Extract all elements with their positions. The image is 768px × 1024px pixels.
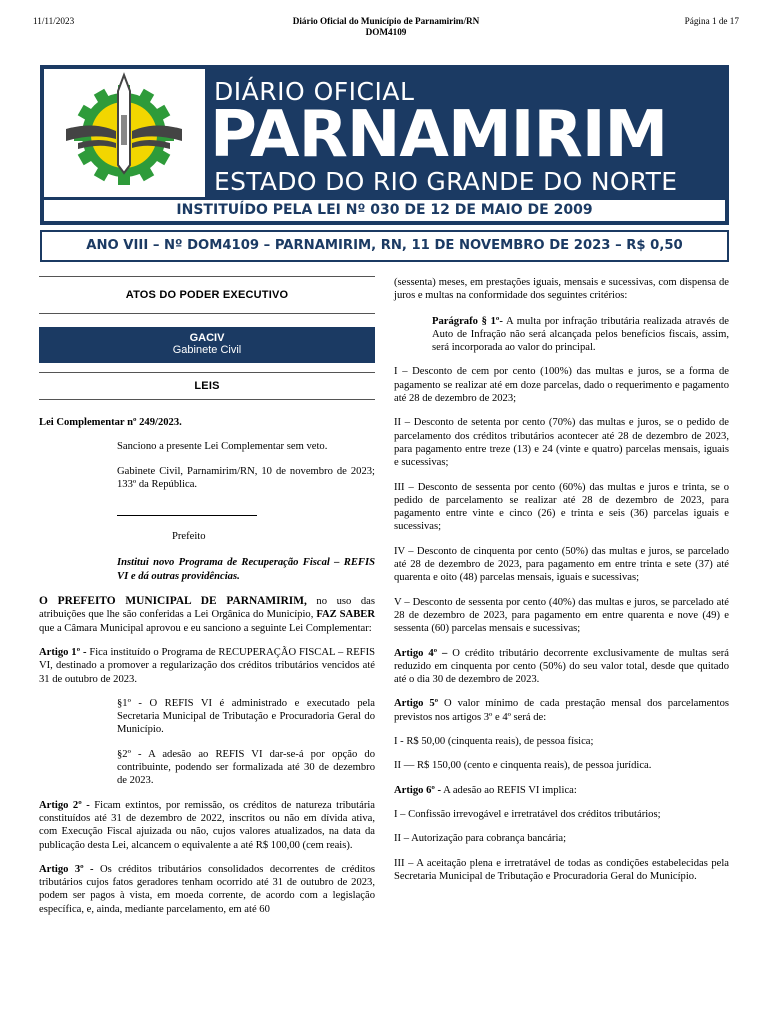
artigo-3-label: Artigo 3º - bbox=[39, 863, 94, 875]
artigo-5 bbox=[394, 697, 729, 724]
preamble-paragraph bbox=[39, 595, 375, 635]
artigo-5-label: Artigo 5º bbox=[394, 698, 439, 710]
gaciv-banner bbox=[39, 327, 375, 363]
header-date: 11/11/2023 bbox=[33, 16, 75, 26]
artigo-5-inciso-2: II — R$ 150,00 (cento e cinquenta reais), de pessoa jurídica. bbox=[394, 760, 652, 772]
masthead-subtitle-top: DIÁRIO OFICIAL bbox=[214, 77, 415, 106]
header-title-line2: DOM4109 bbox=[365, 27, 407, 37]
inciso-5: V – Desconto de sessenta por cento (40%) das multas e juros, se parcelado até 28 de dezembro de 2023, para pagamento em entre quarenta e nove (49) e sessenta (60) parcelas mensais e sucessivas; bbox=[394, 596, 729, 635]
artigo-6 bbox=[394, 784, 729, 797]
parnamirim-emblem-icon bbox=[44, 69, 205, 197]
artigo-6-inciso-3: III – A aceitação plena e irretratável de todas as condições estabelecidas pela Secretaria Municipal de Tributação e Procuradoria Geral do Município. bbox=[394, 857, 729, 882]
gaciv-title: GACIV bbox=[189, 332, 225, 344]
artigo-6-text: A adesão ao REFIS VI implica: bbox=[441, 784, 577, 796]
artigo-6-inciso-2: II – Autorização para cobrança bancária; bbox=[394, 833, 567, 845]
artigo-2-text: Ficam extintos, por remissão, os créditos de natureza tributária constituídos até 31 de dezembro de 2022, inscritos ou não em dívida ativa, com Execução Fiscal ajuizada ou não, cujos valores atualizados, na data da publicação desta Lei, alcancem o equivalente a até R$ 100,00 (cem reais). bbox=[39, 799, 375, 851]
paragrafo-1: §1º - O REFIS VI é administrado e executado pela Secretaria Municipal de Tributação e Procuradoria Geral do Município. bbox=[117, 697, 375, 736]
ementa-text: Institui novo Programa de Recuperação Fiscal – REFIS VI e dá outras providências. bbox=[117, 557, 375, 582]
paragrafo-label: Parágrafo § 1º- bbox=[432, 315, 503, 327]
preamble-bold: O PREFEITO MUNICIPAL DE PARNAMIRIM, bbox=[39, 595, 307, 608]
header-page-number: Página 1 de 17 bbox=[684, 16, 739, 26]
leis-heading: LEIS bbox=[39, 372, 375, 400]
preamble-text: no uso das atribuições que lhe são conferidas a Lei Orgânica do Município, bbox=[39, 596, 375, 621]
sanciono-text: Sanciono a presente Lei Complementar sem veto. bbox=[117, 441, 328, 453]
paragrafo-unico bbox=[432, 315, 729, 355]
prefeito-label: Prefeito bbox=[172, 531, 206, 543]
inciso-1: I – Desconto de cem por cento (100%) das multas e juros, se a forma de pagamento se realizar até em doze parcelas, dado o requerimento e pagamento até 28 de dezembro de 2023; bbox=[394, 366, 729, 405]
artigo-3-continued: (sessenta) meses, em prestações iguais, mensais e sucessivas, com dispensa de juros e multas na conformidade dos seguintes critérios: bbox=[394, 277, 729, 302]
masthead-state: ESTADO DO RIO GRANDE DO NORTE bbox=[214, 167, 678, 196]
artigo-1-text: Fica instituído o Programa de RECUPERAÇÃO FISCAL – REFIS VI, destinado a promover a regularização dos créditos tributários vencidos até 31 de outubro de 2023. bbox=[39, 646, 375, 685]
header-title bbox=[33, 16, 739, 38]
artigo-4-label: Artigo 4º – bbox=[394, 647, 448, 659]
inciso-3: III – Desconto de sessenta por cento (60%) das multas e juros e trinta, se o pedido de parcelamento se realizar até 28 de dezembro de 2023, para pagamento entre vinte e cinco (26) e trinta e seis (36) parcelas iguais e sucessivas; bbox=[394, 481, 729, 533]
right-column bbox=[394, 276, 729, 883]
paragrafo-text: A multa por infração tributária realizada através de Auto de Infração não será alcançada pelos benefícios fiscais, assim, será incorporada ao valor do principal. bbox=[432, 315, 729, 354]
logo-box bbox=[44, 69, 205, 197]
lei-title: Lei Complementar nº 249/2023. bbox=[39, 417, 182, 428]
section-heading: ATOS DO PODER EXECUTIVO bbox=[39, 276, 375, 314]
masthead-band: INSTITUÍDO PELA LEI Nº 030 DE 12 DE MAIO DE 2009 bbox=[44, 200, 725, 221]
artigo-3-text: Os créditos tributários consolidados decorrentes de créditos tributários cujos fatos geradores tenham ocorrido até 31 de outubro de 2023, podem ser pagos à vista, em moeda corrente, de acordo com a legislação específica, e, ainda, mediante parcelamento, em até 60 bbox=[39, 863, 375, 915]
inciso-4: IV – Desconto de cinquenta por cento (50%) das multas e juros, se parcelado até 28 de dezembro de 2023, para pagamento em entre trinta e sete (37) até quarenta e oito (48) parcelas mensais, iguais e sucessivas; bbox=[394, 545, 729, 584]
masthead-title: PARNAMIRIM bbox=[210, 98, 668, 172]
artigo-1 bbox=[39, 646, 375, 686]
masthead bbox=[40, 65, 729, 225]
artigo-1-label: Artigo 1º - bbox=[39, 646, 87, 658]
artigo-5-text: O valor mínimo de cada prestação mensal dos parcelamentos previstos nos artigos 3º e 4º será de: bbox=[394, 698, 729, 723]
preamble-text-2: que a Câmara Municipal aprovou e eu sanciono a seguinte Lei Complementar: bbox=[39, 622, 372, 634]
inciso-2: II – Desconto de setenta por cento (70%) das multas e juros, se o pedido de parcelamento dos créditos tributários acontecer até 28 de dezembro de 2023, para pagamento entre treze (13) e 24 (vinte e quatro) parcelas mensais, iguais e sucessivas; bbox=[394, 417, 729, 469]
artigo-4-text: O crédito tributário decorrente exclusivamente de multas será reduzido em cinquenta por cento (50%) do seu valor total, desde que quitado até o dia 30 de dezembro de 2023. bbox=[394, 647, 730, 686]
gaciv-subtitle: Gabinete Civil bbox=[172, 344, 242, 356]
left-column bbox=[39, 276, 375, 916]
artigo-5-inciso-1: I - R$ 50,00 (cinquenta reais), de pessoa física; bbox=[394, 736, 594, 748]
issue-bar: ANO VIII – Nº DOM4109 – PARNAMIRIM, RN, 11 DE NOVEMBRO DE 2023 – R$ 0,50 bbox=[40, 230, 729, 262]
page-header bbox=[33, 16, 739, 42]
gabinete-text: Gabinete Civil, Parnamirim/RN, 10 de novembro de 2023; 133º da República. bbox=[117, 465, 375, 490]
artigo-6-inciso-1: I – Confissão irrevogável e irretratável dos créditos tributários; bbox=[394, 808, 661, 820]
artigo-4 bbox=[394, 647, 729, 687]
header-title-line1: Diário Oficial do Município de Parnamirim/RN bbox=[292, 16, 480, 26]
artigo-3 bbox=[39, 863, 375, 916]
artigo-2-label: Artigo 2º - bbox=[39, 799, 90, 811]
paragrafo-2: §2º - A adesão ao REFIS VI dar-se-á por opção do contribuinte, podendo ser formalizada até 30 de dezembro de 2023. bbox=[117, 748, 375, 787]
artigo-6-label: Artigo 6º - bbox=[394, 784, 442, 796]
faz-saber: FAZ SABER bbox=[316, 609, 375, 621]
artigo-2 bbox=[39, 799, 375, 852]
